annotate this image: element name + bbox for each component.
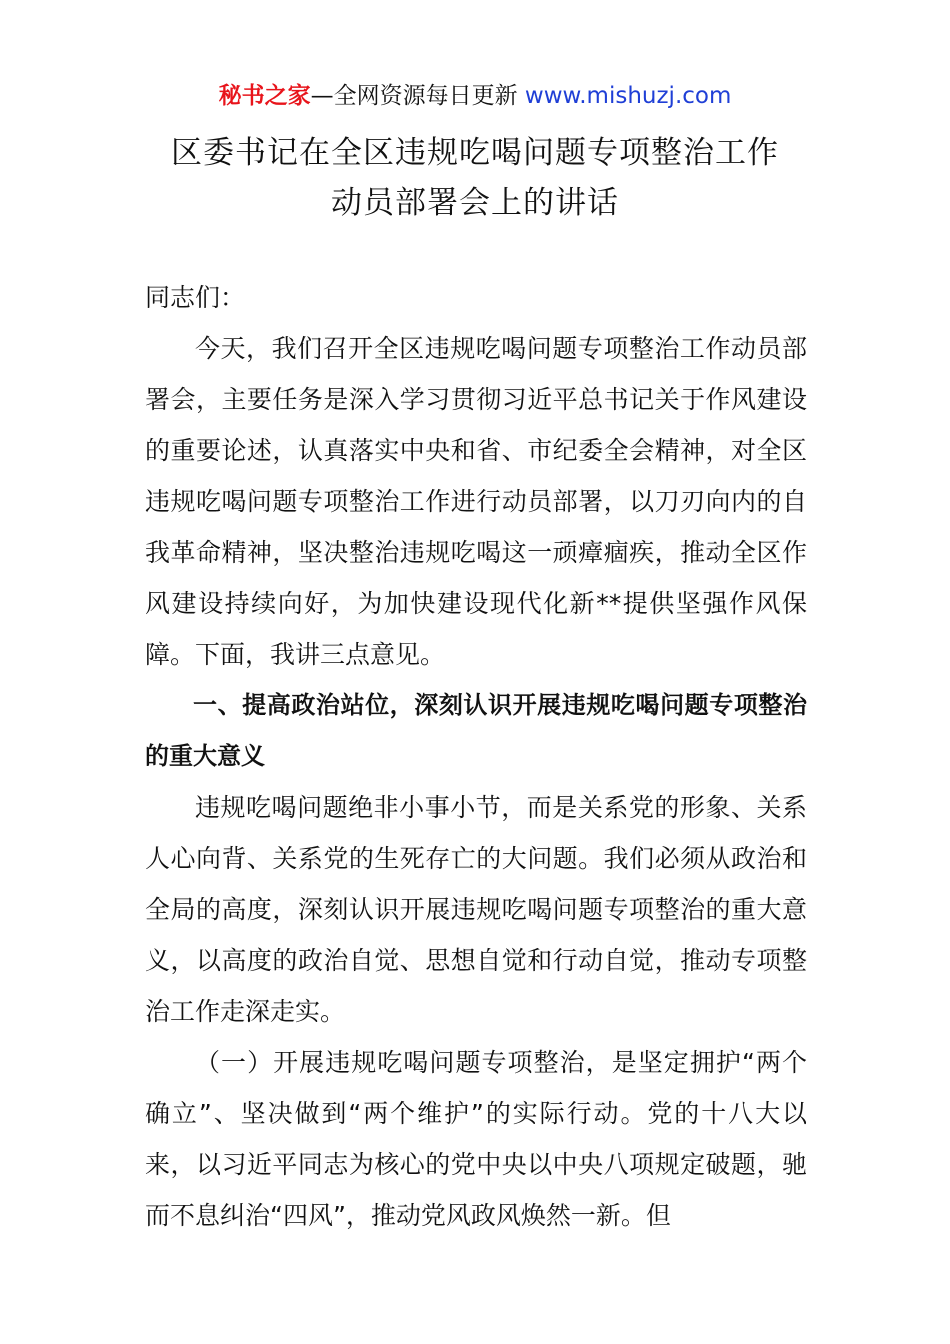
site-brand: 秘书之家: [218, 83, 311, 109]
section-heading-1: 一、提高政治站位，深刻认识开展违规吃喝问题专项整治的重大意义: [145, 691, 807, 770]
title-line-2: 动员部署会上的讲话: [331, 185, 619, 221]
document-title: [0, 128, 950, 228]
paragraph-section-1: 违规吃喝问题绝非小事小节，而是关系党的形象、关系人心向背、关系党的生死存亡的大问题。我们必须从政治和全局的高度，深刻认识开展违规吃喝问题专项整治的重大意义，以高度的政治自觉、思想自觉和行动自觉，推动专项整治工作走深走实。: [145, 793, 807, 1026]
site-slogan: —全网资源每日更新: [310, 83, 525, 109]
site-url[interactable]: www.mishuzj.com: [524, 83, 732, 109]
paragraph-intro: 今天，我们召开全区违规吃喝问题专项整治工作动员部署会，主要任务是深入学习贯彻习近平总书记关于作风建设的重要论述，认真落实中央和省、市纪委全会精神，对全区违规吃喝问题专项整治工作进行动员部署，以刀刃向内的自我革命精神，坚决整治违规吃喝这一顽瘴痼疾，推动全区作风建设持续向好，为加快建设现代化新**提供坚强作风保障。下面，我讲三点意见。: [145, 334, 807, 669]
site-banner: [0, 80, 950, 112]
salutation: 同志们：: [145, 283, 246, 312]
document-body: [145, 272, 807, 1241]
title-line-1: 区委书记在全区违规吃喝问题专项整治工作: [171, 135, 779, 171]
paragraph-subsection-1: （一）开展违规吃喝问题专项整治，是坚定拥护“两个确立”、坚决做到“两个维护”的实际行动。党的十八大以来，以习近平同志为核心的党中央以中央八项规定破题，驰而不息纠治“四风”，推动党风政风焕然一新。但: [145, 1048, 807, 1230]
